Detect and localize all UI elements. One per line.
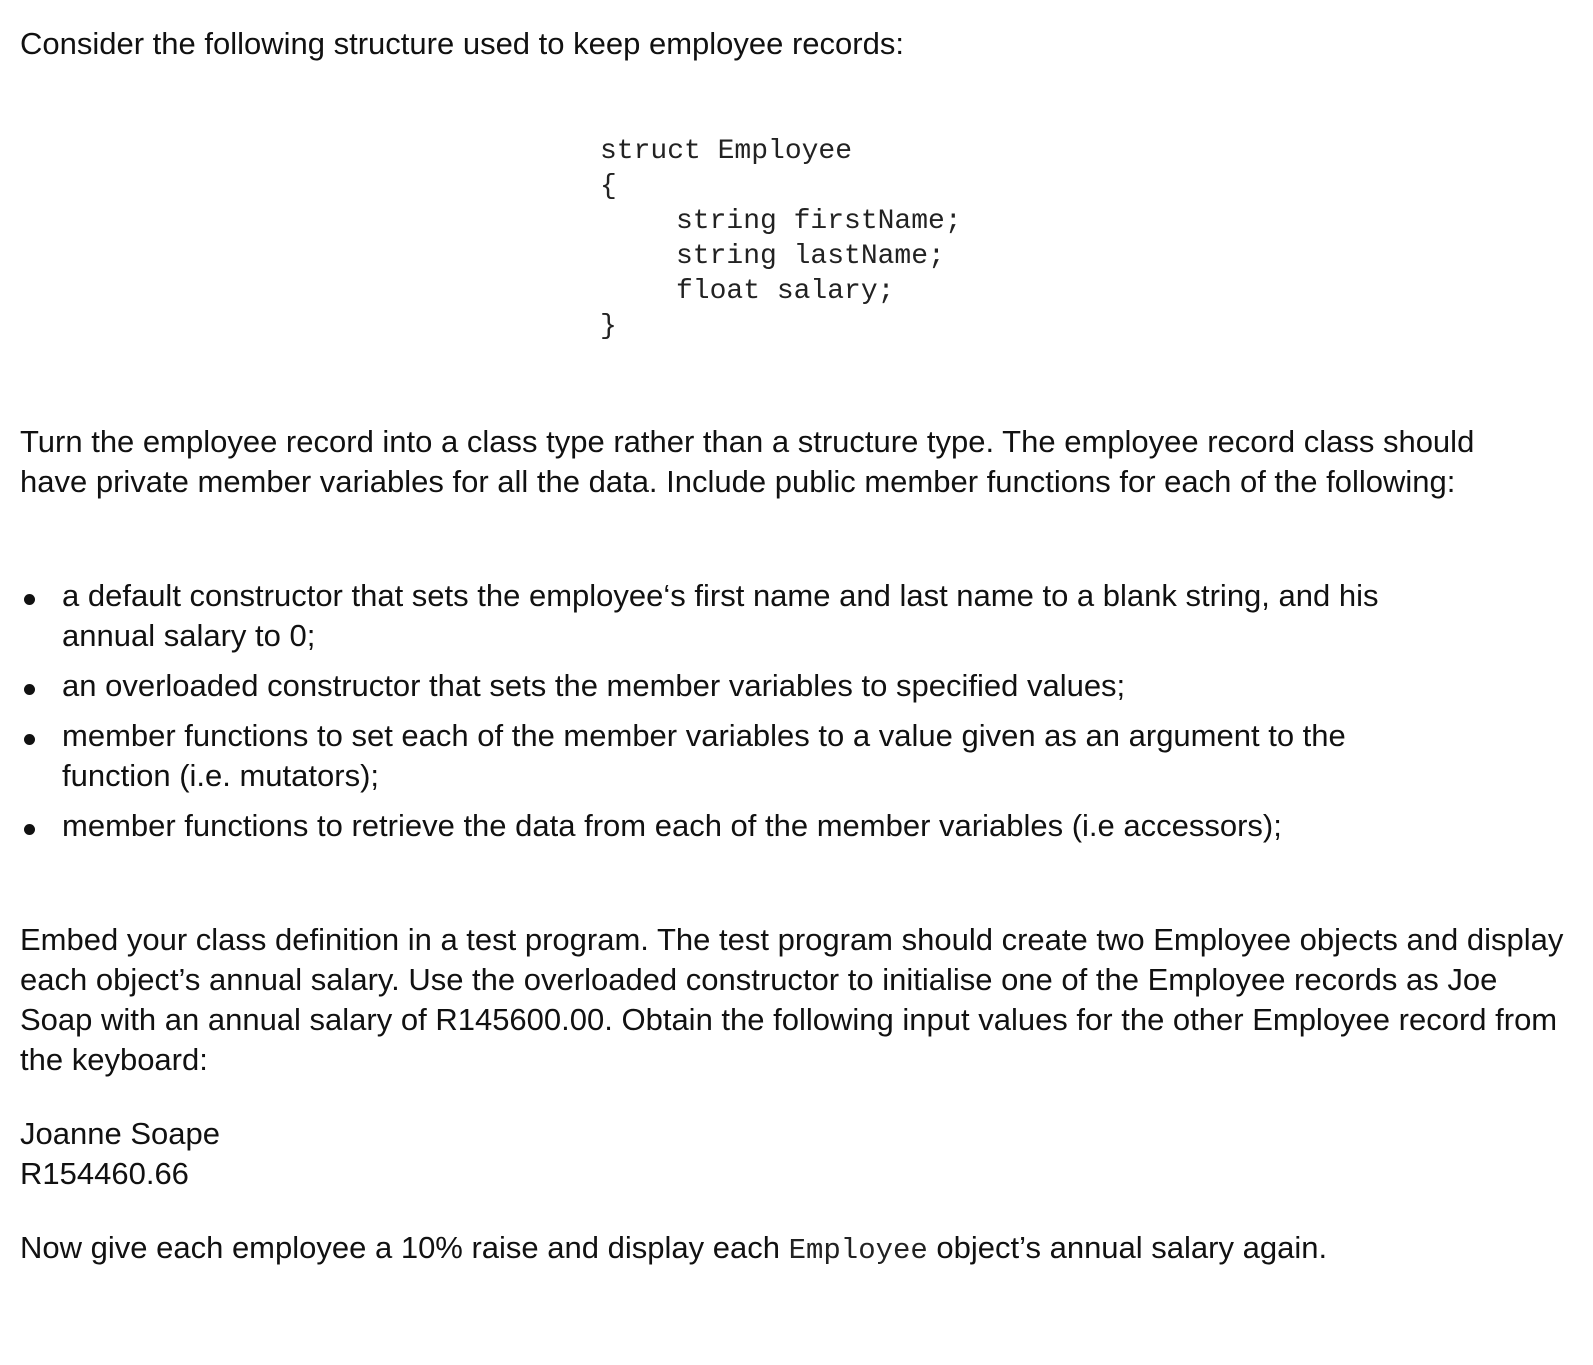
- embed-paragraph: Embed your class definition in a test program. The test program should create two Employee objects and display each object’s annual salary. Use the overloaded constructor to initialise one of the Employee records as Joe Soap with an annual salary of R145600.00. Obtain the following input values for the other Employee record from the keyboard:: [20, 922, 1564, 1077]
- struct-code-block: [600, 134, 962, 344]
- list-item: [20, 576, 1560, 656]
- list-item: [20, 806, 1560, 846]
- code-line-salary: float salary;: [676, 276, 895, 307]
- code-line-last-name: string lastName;: [676, 241, 945, 272]
- input-salary-value: R154460.66: [20, 1156, 189, 1191]
- list-item: [20, 716, 1560, 796]
- input-values-block: [20, 1114, 1560, 1194]
- input-name-value: Joanne Soape: [20, 1116, 220, 1151]
- code-line-close-brace: }: [600, 311, 617, 342]
- code-line-first-name: string firstName;: [676, 206, 962, 237]
- list-item-text: member functions to set each of the member variables to a value given as an argument to the function (i.e. mutators);: [62, 718, 1346, 793]
- task-paragraph: Turn the employee record into a class type rather than a structure type. The employee record class should have private member variables for all the data. Include public member functions for each of the following:: [20, 424, 1475, 499]
- bullet-icon: [24, 684, 35, 695]
- final-paragraph: [20, 1228, 1560, 1271]
- code-line-open-brace: {: [600, 171, 617, 202]
- final-text-before: Now give each employee a 10% raise and display each: [20, 1230, 789, 1265]
- final-text-after: object’s annual salary again.: [927, 1230, 1328, 1265]
- list-item-text: member functions to retrieve the data from each of the member variables (i.e accessors);: [62, 808, 1282, 843]
- list-item-text: a default constructor that sets the employee‘s first name and last name to a blank string, and his annual salary to 0;: [62, 578, 1379, 653]
- intro-paragraph: Consider the following structure used to keep employee records:: [20, 26, 904, 61]
- employee-inline-code: Employee: [788, 1234, 928, 1267]
- bullet-icon: [24, 824, 35, 835]
- requirements-list: [20, 576, 1560, 846]
- list-item-text: an overloaded constructor that sets the member variables to specified values;: [62, 668, 1126, 703]
- code-line-struct-header: struct Employee: [600, 136, 853, 167]
- bullet-icon: [24, 594, 35, 605]
- bullet-icon: [24, 734, 35, 745]
- list-item: [20, 666, 1560, 706]
